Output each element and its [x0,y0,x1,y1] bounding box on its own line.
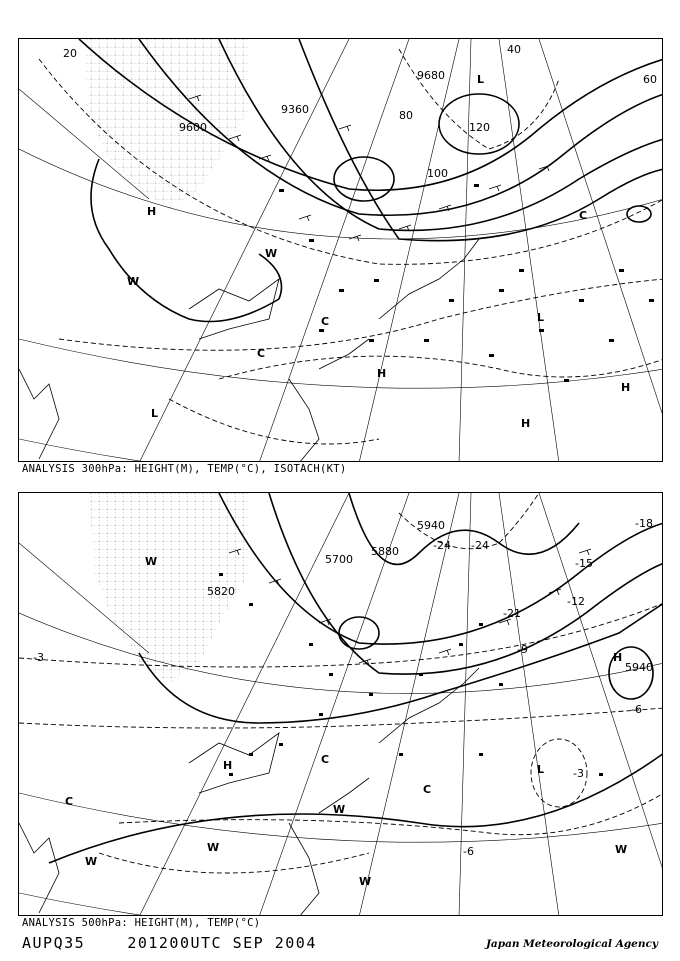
center-W-4: W [333,803,346,816]
center-W-2: W [85,855,98,868]
center-C-3: C [423,783,432,796]
center-C-1: C [257,347,266,360]
height-label-5700: 5700 [325,553,353,566]
center-W-3: W [207,841,220,854]
center-C-3: C [579,209,588,222]
center-L-1: L [537,763,545,776]
center-L-2: L [151,407,159,420]
temp-label-minus18: -18 [635,517,653,530]
height-label-9600: 9600 [179,121,207,134]
temp-label-minus15: -15 [575,557,593,570]
temp-label-minus9: -9 [517,643,528,656]
height-label-5820: 5820 [207,585,235,598]
center-H-3: H [621,381,631,394]
height-label-5940-right: 5940 [625,661,653,674]
center-H-4: H [521,417,531,430]
coastlines [19,239,479,462]
map-500hpa-chart [19,493,663,916]
center-C-2: C [321,315,330,328]
map-300hpa-panel [18,38,663,462]
caption-500hpa: ANALYSIS 500hPa: HEIGHT(M), TEMP(°C) [22,917,261,929]
caption-300hpa: ANALYSIS 300hPa: HEIGHT(M), TEMP(°C), ISOTACH(KT) [22,463,347,475]
center-W-2: W [265,247,278,260]
temp-label-minus3-b: -3 [573,767,584,780]
center-H-2: H [377,367,387,380]
center-W-1: W [145,555,158,568]
isotach-label-60: 60 [643,73,657,86]
height-label-5940-left: 5940 [417,519,445,532]
center-L-3: L [537,311,545,324]
height-label-5880: 5880 [371,545,399,558]
center-C-2: C [321,753,330,766]
agency-name: Japan Meteorological Agency [485,938,658,950]
temp-label-minus21: -21 [503,607,521,620]
wind-barbs [229,549,591,665]
center-W-5: W [359,875,372,888]
isotach-label-80: 80 [399,109,413,122]
temp-label-minus3: -3 [33,651,44,664]
height-label-9680: 9680 [417,69,445,82]
station-markers [279,184,654,382]
center-H-1: H [147,205,157,218]
chart-code: AUPQ35 [22,934,86,952]
map-300hpa-chart [19,39,663,462]
temp-label-minus6: -6 [463,845,474,858]
isotach-label-120: 120 [469,121,490,134]
isotach-label-20: 20 [63,47,77,60]
center-W-6: W [615,843,628,856]
temp-label-minus12: -12 [567,595,585,608]
center-H-2: H [223,759,233,772]
chart-id-and-time [22,934,317,952]
coastlines [19,668,479,916]
isotach-label-100: 100 [427,167,448,180]
temp-label-minus24-b: -24 [471,539,489,552]
isotach-label-40: 40 [507,43,521,56]
chart-datetime: 201200UTC SEP 2004 [127,934,317,952]
height-label-9360: 9360 [281,103,309,116]
center-C-1: C [65,795,74,808]
center-H-1: H [613,651,623,664]
center-L-1: L [477,73,485,86]
temp-label-minus6-b: -6 [631,703,642,716]
center-W-1: W [127,275,140,288]
temp-label-minus24-a: -24 [433,539,451,552]
map-500hpa-panel [18,492,663,916]
